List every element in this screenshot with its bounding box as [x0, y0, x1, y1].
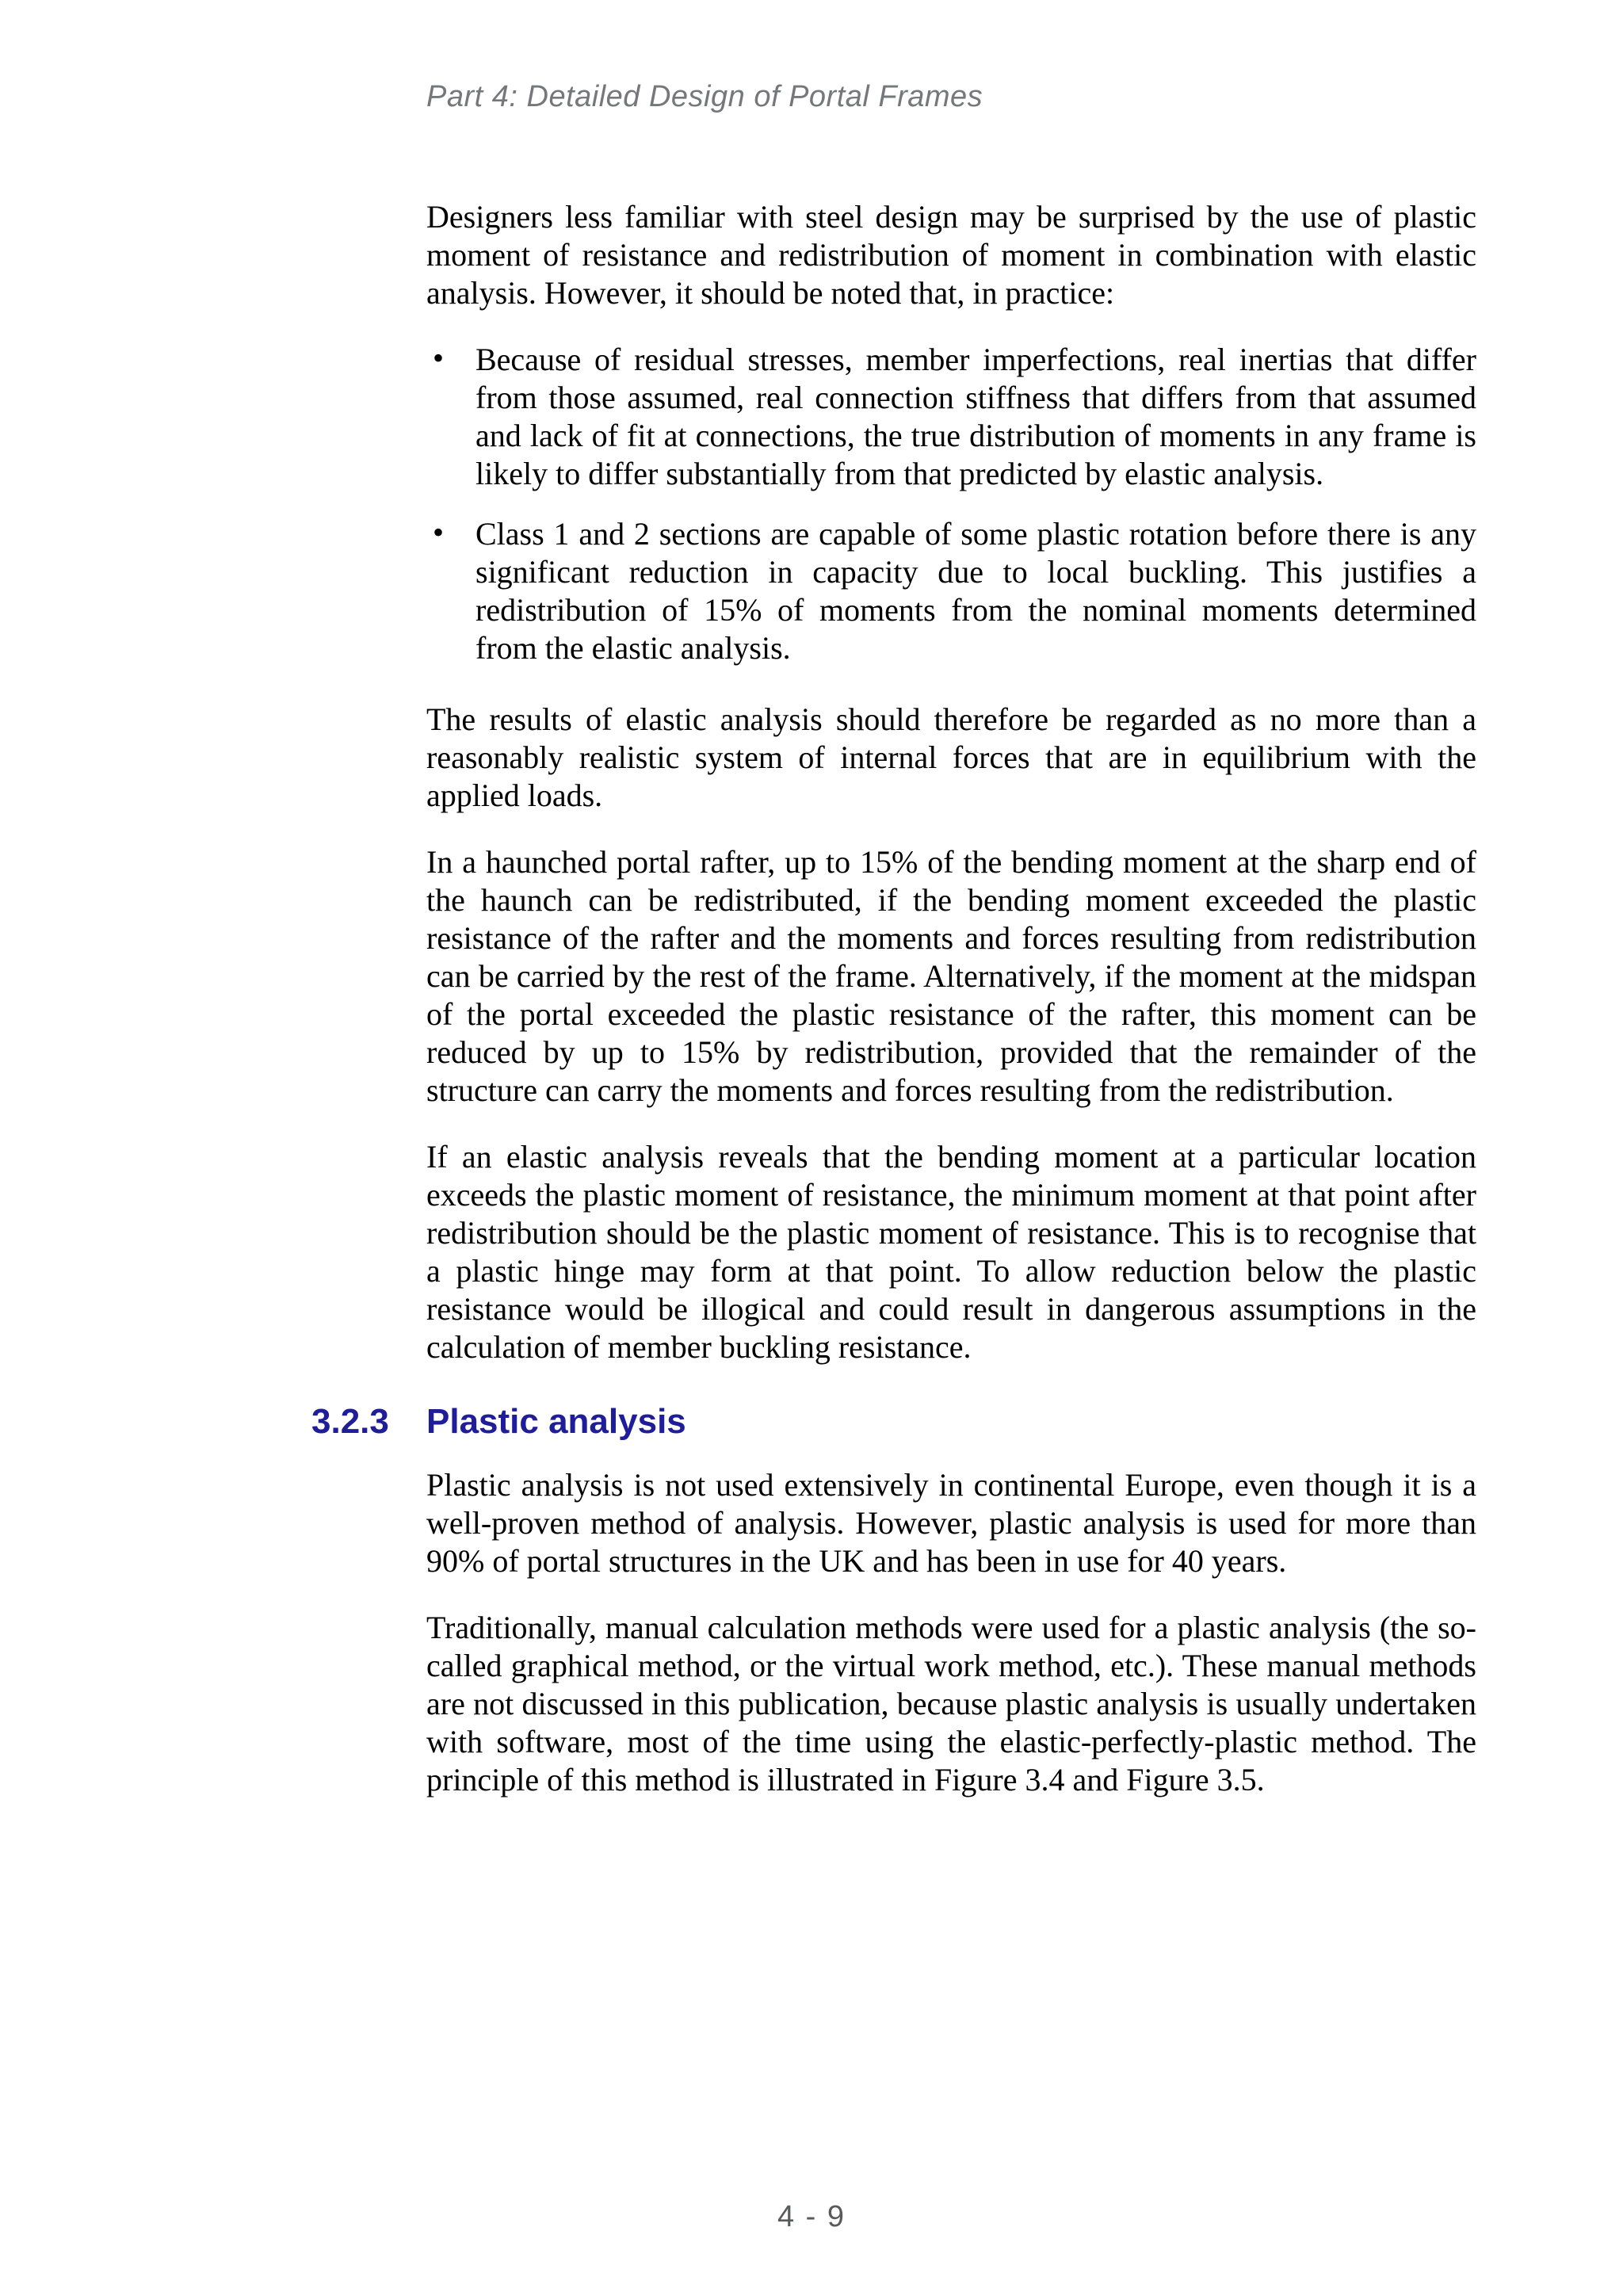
bullet-icon: • — [433, 514, 445, 550]
bullet-list — [426, 341, 1476, 667]
paragraph-traditionally-manual: Traditionally, manual calculation methods were used for a plastic analysis (the so-called graphical method, or the virtual work method, etc.). These manual methods are not discussed in this publication, because plastic analysis is usually undertaken with software, most of the time using the elastic-perfectly-plastic method. The principle of this method is illustrated in Figure 3.4 and Figure 3.5. — [426, 1610, 1476, 1797]
page-number: 4 - 9 — [777, 2200, 846, 2233]
paragraph-elastic-results: The results of elastic analysis should therefore be regarded as no more than a reasonably realistic system of internal forces that are in equilibrium with the applied loads. — [426, 701, 1476, 813]
paragraph-haunched-rafter: In a haunched portal rafter, up to 15% of the bending moment at the sharp end of the haunch can be redistributed, if the bending moment exceeded the plastic resistance of the rafter and the moments and forces resulting from redistribution can be carried by the rest of the frame. Alternatively, if the moment at the midspan of the portal exceeded the plastic resistance of the rafter, this moment can be reduced by up to 15% by redistribution, provided that the remainder of the structure can carry the moments and forces resulting from the redistribution. — [426, 844, 1476, 1108]
section-number: 3.2.3 — [311, 1402, 389, 1441]
paragraph-plastic-analysis-use: Plastic analysis is not used extensively in continental Europe, even though it is a well-proven method of analysis. However, plastic analysis is used for more than 90% of portal structures in the UK and has been in use for 40 years. — [426, 1467, 1476, 1579]
running-header: Part 4: Detailed Design of Portal Frames — [426, 80, 983, 113]
paragraph-elastic-analysis-reveals: If an elastic analysis reveals that the bending moment at a particular location exceeds the plastic moment of resistance, the minimum moment at that point after redistribution should be the plastic moment of resistance. This is to recognise that a plastic hinge may form at that point. To allow reduction below the plastic resistance would be illogical and could result in dangerous assumptions in the calculation of member buckling resistance. — [426, 1139, 1476, 1365]
paragraph-designers-intro: Designers less familiar with steel design may be surprised by the use of plastic moment of resistance and redistribution of moment in combination with elastic analysis. However, it should be noted that, in practice: — [426, 199, 1476, 311]
section-title: Plastic analysis — [426, 1402, 686, 1441]
list-item — [426, 341, 1476, 493]
bullet-icon: • — [433, 340, 445, 376]
list-item — [426, 515, 1476, 667]
bullet-text-class-sections: Class 1 and 2 sections are capable of some plastic rotation before there is any significant reduction in capacity due to local buckling. This justifies a redistribution of 15% of moments from the nominal moments determined from the elastic analysis. — [475, 516, 1476, 666]
section-heading — [311, 1401, 1476, 1442]
page-content — [311, 198, 1476, 1828]
bullet-text-residual-stresses: Because of residual stresses, member imperfections, real inertias that differ from those assumed, real connection stiffness that differs from that assumed and lack of fit at connections, the true distribution of moments in any frame is likely to differ substantially from that predicted by elastic analysis. — [475, 342, 1476, 491]
